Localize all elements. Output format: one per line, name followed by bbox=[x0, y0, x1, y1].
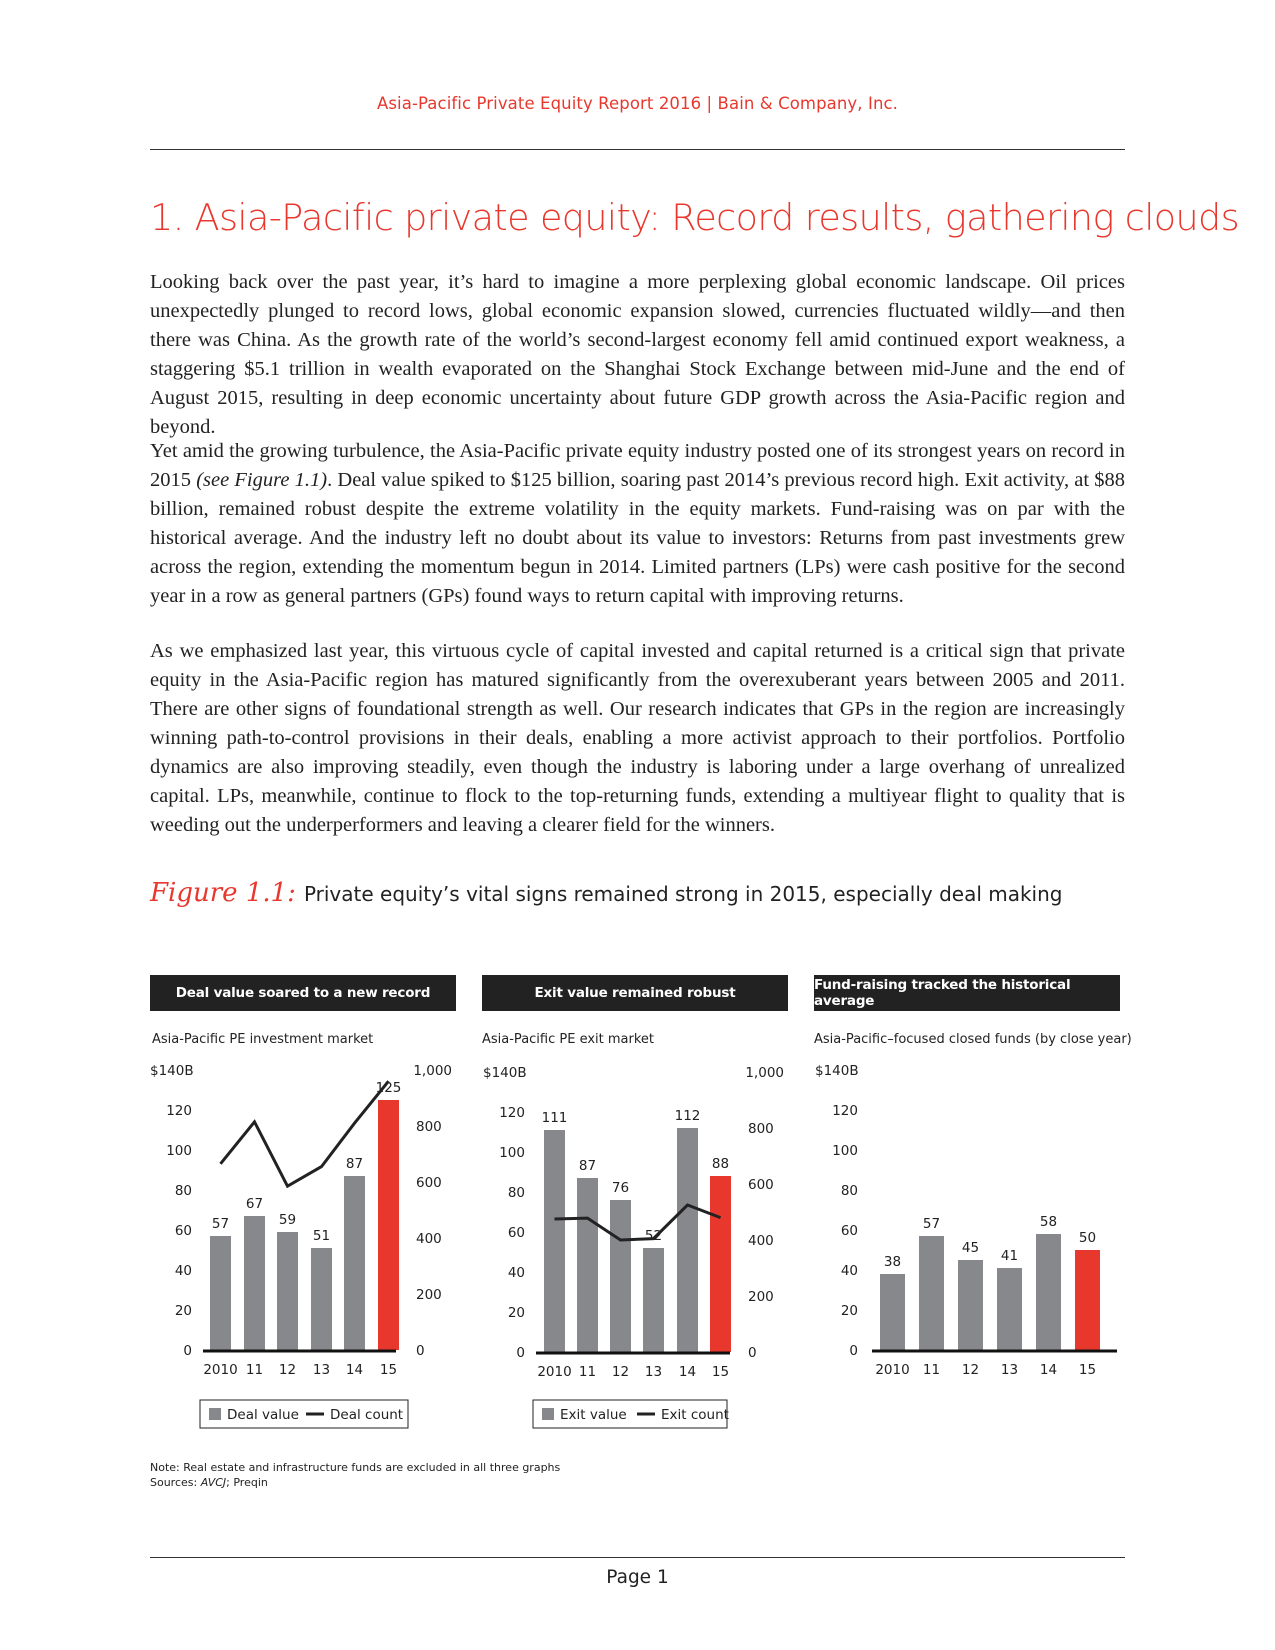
deal-panel-header: Deal value soared to a new record bbox=[150, 975, 456, 1011]
deal-y2-tick-label: 600 bbox=[416, 1175, 442, 1191]
exit-y2-tick-label: 200 bbox=[748, 1289, 774, 1305]
deal-x-tick-label: 15 bbox=[379, 1362, 398, 1378]
exit-y2-tick-label: 0 bbox=[748, 1345, 757, 1361]
page-number: Page 1 bbox=[606, 1567, 669, 1588]
exit-x-tick-label: 13 bbox=[644, 1364, 663, 1380]
fund-y-tick-label: 80 bbox=[840, 1183, 858, 1199]
deal-y2-tick-label: 0 bbox=[416, 1343, 425, 1359]
exit-y-tick-label: 80 bbox=[507, 1185, 525, 1201]
deal-y-tick-label: 0 bbox=[183, 1343, 192, 1359]
sources-text bbox=[150, 1475, 560, 1490]
exit-y-tick-label: 60 bbox=[507, 1225, 525, 1241]
fund-bar bbox=[958, 1260, 983, 1350]
deal-panel-subtitle: Asia-Pacific PE investment market bbox=[152, 1032, 374, 1047]
exit-bar bbox=[577, 1178, 598, 1352]
note-text: Note: Real estate and infrastructure funds are excluded in all three graphs bbox=[150, 1461, 561, 1474]
paragraph-2-text-b: . Deal value spiked to $125 billion, soaring past 2014’s previous record high. Exit activity, at $88 billion, remained robust despite the extreme volatility in the equity markets. Fund-raising was on par with the historical average. And the industry left no doubt about its value to investors: Returns from past investments grew across the region, extending the momentum begun in 2014. Limited partners (LPs) were cash positive for the second year in a row as general partners (GPs) found ways to return capital with improving returns. bbox=[150, 469, 1126, 607]
exit-x-tick-label: 15 bbox=[711, 1364, 730, 1380]
deal-bar bbox=[311, 1248, 332, 1350]
exit-bar bbox=[643, 1248, 664, 1352]
deal-y-tick-label: 120 bbox=[166, 1103, 192, 1119]
fund-x-tick-label: 15 bbox=[1078, 1362, 1097, 1378]
exit-data-label: 52 bbox=[644, 1228, 663, 1244]
fund-data-label: 50 bbox=[1078, 1230, 1097, 1246]
deal-legend-bar-label: Deal value bbox=[227, 1407, 299, 1423]
deal-legend-bar-swatch bbox=[209, 1408, 221, 1420]
exit-y2-tick-label: 800 bbox=[748, 1121, 774, 1137]
fund-data-label: 58 bbox=[1039, 1214, 1058, 1230]
deal-y2-tick-label: 400 bbox=[416, 1231, 442, 1247]
fund-data-label: 57 bbox=[922, 1216, 941, 1232]
exit-legend-line-label: Exit count bbox=[661, 1407, 729, 1423]
fund-y-tick-label: 120 bbox=[832, 1103, 858, 1119]
fund-bar bbox=[1036, 1234, 1061, 1350]
deal-y-axis-top-label: $140B bbox=[150, 1063, 194, 1079]
deal-y2-tick-label: 1,000 bbox=[413, 1063, 452, 1079]
deal-x-tick-label: 12 bbox=[278, 1362, 297, 1378]
fund-data-label: 45 bbox=[961, 1240, 980, 1256]
fund-y-tick-label: 60 bbox=[840, 1223, 858, 1239]
exit-legend-bar-label: Exit value bbox=[560, 1407, 627, 1423]
deal-bar bbox=[344, 1176, 365, 1350]
fund-bar bbox=[919, 1236, 944, 1350]
deal-x-tick-label: 2010 bbox=[203, 1362, 238, 1378]
sources-prefix: Sources: bbox=[150, 1476, 201, 1489]
deal-y-tick-label: 20 bbox=[174, 1303, 192, 1319]
figure-reference: (see Figure 1.1) bbox=[196, 469, 328, 491]
running-header: Asia-Pacific Private Equity Report 2016 | Bain & Company, Inc. bbox=[376, 94, 899, 113]
deal-data-label: 125 bbox=[375, 1080, 402, 1096]
exit-panel-header: Exit value remained robust bbox=[482, 975, 788, 1011]
exit-y-tick-label: 100 bbox=[499, 1145, 525, 1161]
deal-y2-tick-label: 200 bbox=[416, 1287, 442, 1303]
fund-x-tick-label: 14 bbox=[1039, 1362, 1058, 1378]
exit-y-tick-label: 0 bbox=[516, 1345, 525, 1361]
sources-rest: ; Preqin bbox=[226, 1476, 268, 1489]
exit-y-tick-label: 40 bbox=[507, 1265, 525, 1281]
exit-x-tick-label: 12 bbox=[611, 1364, 630, 1380]
fund-x-tick-label: 11 bbox=[922, 1362, 941, 1378]
deal-bar bbox=[277, 1232, 298, 1350]
exit-data-label: 88 bbox=[711, 1156, 730, 1172]
fund-y-tick-label: 100 bbox=[832, 1143, 858, 1159]
exit-y2-tick-label: 1,000 bbox=[745, 1065, 784, 1081]
fund-data-label: 38 bbox=[883, 1254, 902, 1270]
deal-data-label: 51 bbox=[312, 1228, 331, 1244]
fund-x-tick-label: 2010 bbox=[875, 1362, 910, 1378]
deal-x-tick-label: 14 bbox=[345, 1362, 364, 1378]
deal-count-line bbox=[221, 1081, 389, 1186]
fundraising-panel-header: Fund-raising tracked the historical average bbox=[814, 975, 1120, 1011]
exit-data-label: 111 bbox=[541, 1110, 568, 1126]
deal-x-tick-label: 13 bbox=[312, 1362, 331, 1378]
footer-divider bbox=[150, 1557, 1125, 1558]
deal-data-label: 57 bbox=[211, 1216, 230, 1232]
deal-y2-tick-label: 800 bbox=[416, 1119, 442, 1135]
body-paragraph-3: As we emphasized last year, this virtuous cycle of capital invested and capital returned is a critical sign that private equity in the Asia-Pacific region has matured significantly from the overexuberant years between 2005 and 2011. There are other signs of foundational strength as well. Our research indicates that GPs in the region are increasingly winning path-to-control provisions in their deals, enabling a more activist approach to their portfolios. Portfolio dynamics are also improving steadily, even though the industry is laboring under a large overhang of unrealized capital. LPs, meanwhile, continue to flock to the top-returning funds, extending a multiyear flight to quality that is weeding out the underperformers and leaving a clearer field for the winners. bbox=[150, 640, 1125, 836]
chapter-title: 1. Asia-Pacific private equity: Record results, gathering clouds bbox=[150, 196, 1240, 239]
deal-x-tick-label: 11 bbox=[245, 1362, 264, 1378]
deal-data-label: 87 bbox=[345, 1156, 364, 1172]
exit-x-tick-label: 14 bbox=[678, 1364, 697, 1380]
fund-y-axis-top-label: $140B bbox=[815, 1063, 859, 1079]
exit-bar bbox=[544, 1130, 565, 1352]
fund-bar bbox=[1075, 1250, 1100, 1350]
deal-bar bbox=[210, 1236, 231, 1350]
exit-y2-tick-label: 600 bbox=[748, 1177, 774, 1193]
deal-y-tick-label: 40 bbox=[174, 1263, 192, 1279]
figure-label: Figure 1.1: bbox=[150, 878, 296, 908]
exit-data-label: 76 bbox=[611, 1180, 630, 1196]
body-paragraph-1: Looking back over the past year, it’s hard to imagine a more perplexing global economic landscape. Oil prices unexpectedly plunged to record lows, global economic expansion slowed, currencies fluctuated wildly—and then there was China. As the growth rate of the world’s second-largest economy fell amid continued export weakness, a staggering $5.1 trillion in wealth evaporated on the Shanghai Stock Exchange between mid-June and the end of August 2015, resulting in deep economic uncertainty about future GDP growth across the Asia-Pacific region and beyond. bbox=[150, 271, 1125, 438]
deal-bar bbox=[378, 1100, 399, 1350]
exit-legend-bar-swatch bbox=[542, 1408, 554, 1420]
exit-y-tick-label: 120 bbox=[499, 1105, 525, 1121]
deal-y-tick-label: 100 bbox=[166, 1143, 192, 1159]
figure-title: Private equity’s vital signs remained strong in 2015, especially deal making bbox=[303, 882, 1063, 906]
exit-x-tick-label: 2010 bbox=[537, 1364, 572, 1380]
fund-bar bbox=[880, 1274, 905, 1350]
fund-y-tick-label: 0 bbox=[849, 1343, 858, 1359]
fund-x-tick-label: 13 bbox=[1000, 1362, 1019, 1378]
deal-data-label: 67 bbox=[245, 1196, 264, 1212]
exit-y-tick-label: 20 bbox=[507, 1305, 525, 1321]
fund-y-tick-label: 40 bbox=[840, 1263, 858, 1279]
deal-y-tick-label: 60 bbox=[174, 1223, 192, 1239]
fund-data-label: 41 bbox=[1000, 1248, 1019, 1264]
fundraising-panel-subtitle: Asia-Pacific–focused closed funds (by close year) bbox=[814, 1032, 1132, 1047]
deal-data-label: 59 bbox=[278, 1212, 297, 1228]
fund-y-tick-label: 20 bbox=[840, 1303, 858, 1319]
deal-bar bbox=[244, 1216, 265, 1350]
deal-y-tick-label: 80 bbox=[174, 1183, 192, 1199]
exit-panel-subtitle: Asia-Pacific PE exit market bbox=[482, 1032, 655, 1047]
exit-y-axis-top-label: $140B bbox=[483, 1065, 527, 1081]
exit-x-tick-label: 11 bbox=[578, 1364, 597, 1380]
exit-data-label: 112 bbox=[674, 1108, 701, 1124]
figure-notes bbox=[150, 1460, 560, 1490]
paragraph-2-text-a: Yet amid the growing turbulence, the Asia-Pacific private equity industry posted one of its strongest years on record in 2015 bbox=[150, 440, 1125, 491]
fund-bar bbox=[997, 1268, 1022, 1350]
deal-legend-line-label: Deal count bbox=[330, 1407, 404, 1423]
exit-bar bbox=[710, 1176, 731, 1352]
exit-bar bbox=[610, 1200, 631, 1352]
fund-x-tick-label: 12 bbox=[961, 1362, 980, 1378]
exit-bar bbox=[677, 1128, 698, 1352]
exit-data-label: 87 bbox=[578, 1158, 597, 1174]
exit-y2-tick-label: 400 bbox=[748, 1233, 774, 1249]
sources-avcj: AVCJ bbox=[200, 1476, 227, 1489]
